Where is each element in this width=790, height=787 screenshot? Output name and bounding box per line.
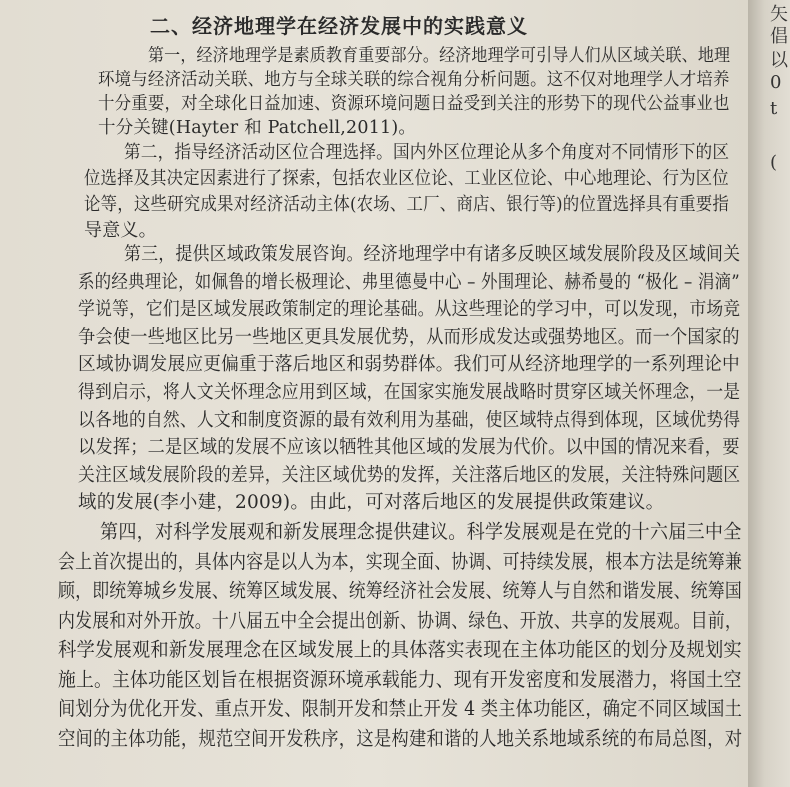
- edge-glyph: 0: [770, 72, 782, 93]
- text-line: 施上。主体功能区划旨在根据资源环境承载能力、现有开发密度和发展潜力，将国土空: [58, 667, 742, 691]
- text-line: 位选择及其决定因素进行了探索，包括农业区位论、工业区位论、中心地理论、行为区位: [84, 168, 729, 189]
- edge-glyph: t: [770, 98, 778, 119]
- edge-glyph: 倡: [770, 26, 788, 47]
- text-line: 以发挥；二是区域的发展不应该以牺牲其他区域的发展为代价。以中国的情况来看，要: [78, 437, 740, 459]
- text-line: 区域协调发展应更偏重于落后地区和弱势群体。我们可从经济地理学的一系列理论中: [78, 354, 740, 376]
- edge-glyph: (: [770, 152, 778, 173]
- text-line: 导意义。: [84, 220, 157, 241]
- text-line: 得到启示，将人文关怀理念应用到区域，在国家实施发展战略时贯穿区域关怀理念，一是: [78, 382, 741, 403]
- text-line: 第三，提供区域政策发展咨询。经济地理学中有诸多反映区域发展阶段及区域间关: [124, 244, 741, 265]
- text-line: 十分重要，对全球化日益加速、资源环境问题日益受到关注的形势下的现代公益事业也: [98, 94, 730, 114]
- text-line: 内发展和对外开放。十八届五中全会提出创新、协调、绿色、开放、共享的发展观。目前，: [58, 608, 743, 632]
- edge-glyph: 以: [770, 50, 788, 71]
- text-line: 顾，即统筹城乡发展、统筹区域发展、统筹经济社会发展、统筹人与自然和谐发展、统筹国: [58, 579, 743, 602]
- text-line: 学说等，它们是区域发展政策制定的理论基础。从这些理论的学习中，可以发现，市场竞: [78, 299, 741, 321]
- text-line: 科学发展观和新发展理念在区域发展上的具体落实表现在主体功能区的划分及规划实: [58, 638, 742, 661]
- text-line: 系的经典理论，如佩鲁的增长极理论、弗里德曼中心 – 外围理论、赫希曼的 “极化 – 涓滴”: [78, 271, 740, 293]
- text-line: 论等，这些研究成果对经济活动主体(农场、工厂、商店、银行等)的位置选择具有重要指: [84, 194, 730, 215]
- text-line: 关注区域发展阶段的差异，关注区域优势的发挥，关注落后地区的发展，关注特殊问题区: [78, 464, 741, 486]
- text-line: 第一，经济地理学是素质教育重要部分。经济地理学可引导人们从区域关联、地理: [148, 46, 731, 66]
- text-line: 以各地的自然、人文和制度资源的最有效利用为基础，使区域特点得到体现，区域优势得: [78, 409, 741, 431]
- text-line: 争会使一些地区比另一些地区更具发展优势，从而形成发达或强势地区。而一个国家的: [78, 326, 740, 348]
- text-line: 间划分为优化开发、重点开发、限制开发和禁止开发 4 类主体功能区，确定不同区域国土: [58, 697, 743, 720]
- section-heading: 二、经济地理学在经济发展中的实践意义: [150, 14, 528, 38]
- text-line: 第二，指导经济活动区位合理选择。国内外区位理论从多个角度对不同情形下的区: [124, 142, 730, 163]
- text-line: 第四，对科学发展观和新发展理念提供建议。科学发展观是在党的十六届三中全: [100, 520, 742, 543]
- text-line: 空间的主体功能，规范空间开发秩序，这是构建和谐的人地关系地域系统的布局总图，对: [58, 726, 743, 750]
- text-line: 十分关键(Hayter 和 Patchell,2011)。: [98, 118, 417, 138]
- text-line: 环境与经济活动关联、地方与全球关联的综合视角分析问题。这不仅对地理学人才培养: [98, 70, 730, 90]
- text-line: 会上首次提出的，具体内容是以人为本，实现全面、协调、可持续发展，根本方法是统筹兼: [58, 549, 743, 573]
- edge-glyph: 矢: [770, 4, 788, 25]
- adjacent-page-edge: [748, 0, 790, 787]
- text-line: 域的发展(李小建，2009)。由此，可对落后地区的发展提供政策建议。: [78, 492, 665, 514]
